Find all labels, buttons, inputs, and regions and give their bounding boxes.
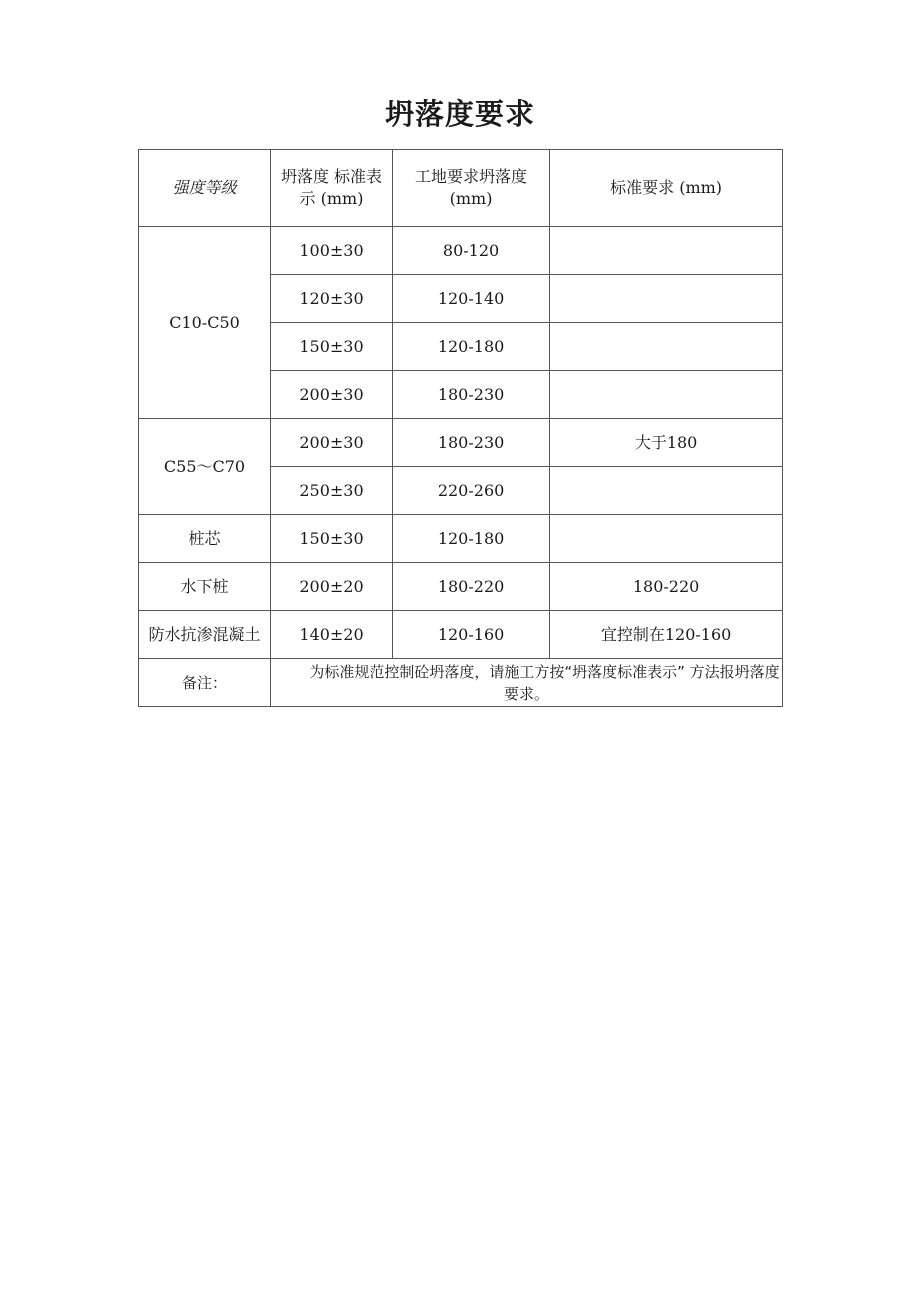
slump-standard-cell: 200±20 [271, 563, 393, 611]
site-requirement-cell: 120-180 [392, 323, 549, 371]
standard-requirement-cell [550, 371, 783, 419]
site-requirement-cell: 80-120 [392, 227, 549, 275]
header-strength-grade: 强度等级 [139, 150, 271, 227]
grade-cell: 桩芯 [139, 515, 271, 563]
standard-requirement-cell [550, 323, 783, 371]
site-requirement-cell: 120-180 [392, 515, 549, 563]
note-label: 备注： [139, 659, 271, 707]
slump-standard-cell: 100±30 [271, 227, 393, 275]
header-site-requirement: 工地要求坍落度 (mm) [392, 150, 549, 227]
slump-standard-cell: 150±30 [271, 323, 393, 371]
slump-standard-cell: 150±30 [271, 515, 393, 563]
slump-standard-cell: 250±30 [271, 467, 393, 515]
standard-requirement-cell [550, 515, 783, 563]
table-row [139, 515, 783, 563]
site-requirement-cell: 180-230 [392, 371, 549, 419]
note-row [139, 659, 783, 707]
grade-cell: C10-C50 [139, 227, 271, 419]
standard-requirement-cell [550, 467, 783, 515]
site-requirement-cell: 120-160 [392, 611, 549, 659]
slump-standard-cell: 200±30 [271, 419, 393, 467]
document-title: 坍落度要求 [384, 97, 535, 131]
site-requirement-cell: 180-220 [392, 563, 549, 611]
table-row [139, 227, 783, 275]
slump-standard-cell: 120±30 [271, 275, 393, 323]
standard-requirement-cell [550, 275, 783, 323]
grade-cell: 防水抗渗混凝土 [139, 611, 271, 659]
grade-cell: C55～C70 [139, 419, 271, 515]
grade-cell: 水下桩 [139, 563, 271, 611]
site-requirement-cell: 220-260 [392, 467, 549, 515]
table-row [139, 563, 783, 611]
standard-requirement-cell: 大于180 [550, 419, 783, 467]
note-text: 为标准规范控制砼坍落度，请施工方按“坍落度标准表示” 方法报坍落度要求。 [271, 659, 783, 707]
site-requirement-cell: 120-140 [392, 275, 549, 323]
table-row [139, 611, 783, 659]
slump-standard-cell: 140±20 [271, 611, 393, 659]
slump-requirements-table [138, 149, 783, 707]
standard-requirement-cell: 180-220 [550, 563, 783, 611]
standard-requirement-cell [550, 227, 783, 275]
table-row [139, 419, 783, 467]
site-requirement-cell: 180-230 [392, 419, 549, 467]
standard-requirement-cell: 宜控制在120-160 [550, 611, 783, 659]
header-standard-requirement: 标准要求 (mm) [550, 150, 783, 227]
slump-standard-cell: 200±30 [271, 371, 393, 419]
header-slump-standard: 坍落度 标准表示 (mm) [271, 150, 393, 227]
table-header-row [139, 150, 783, 227]
